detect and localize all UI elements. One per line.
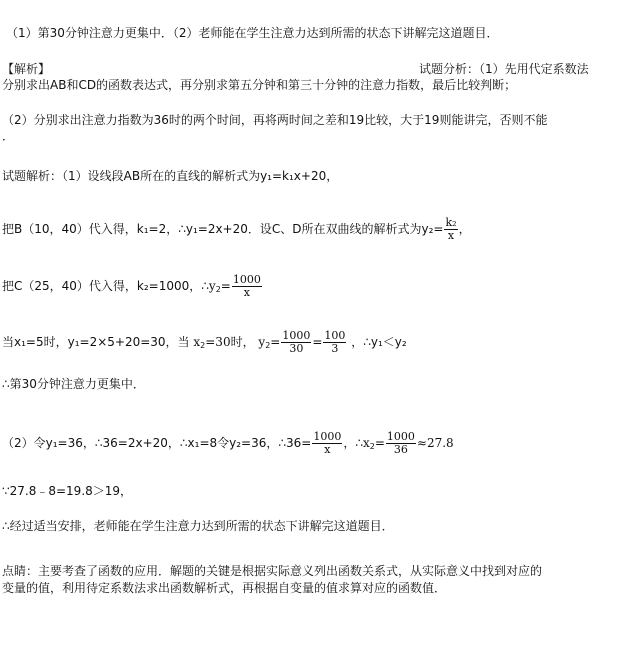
solution-text-7: ∵27.8﹣8=19.8＞19，: [2, 484, 133, 498]
solution-line-6: [2, 431, 454, 456]
variable-x: x: [362, 436, 370, 450]
analysis-heading-line: [2, 61, 628, 77]
fraction-denominator: 3: [331, 342, 339, 355]
subscript: 2: [215, 285, 221, 294]
solution-text-4a: 当x₁=5时，y₁=2×5+20=30，当: [2, 335, 190, 349]
fraction-numerator: k₂: [445, 216, 457, 229]
subscript: 2: [369, 442, 375, 451]
subscript: 2: [265, 341, 271, 350]
solution-text-1: 试题解析：（1）设线段AB所在的直线的解析式为y₁=k₁x+20，: [2, 169, 339, 183]
fraction-denominator: 30: [289, 342, 304, 355]
fraction-numerator: 1000: [232, 273, 261, 286]
analysis-text-1: 分别求出AB和CD的函数表达式，再分别求第五分钟和第三十分钟的注意力指数，最后比较判断；: [2, 78, 517, 92]
therefore-text: ，∴: [343, 436, 363, 450]
note-text-2: 变量的值，利用待定系数法求出函数解析式，再根据自变量的值求算对应的函数值．: [2, 581, 447, 595]
fraction-numerator: 1000: [313, 430, 342, 443]
solution-line-2: [2, 217, 471, 242]
variable-x: x: [193, 335, 201, 349]
analysis-intro: 试题分析：（1）先用代定系数法: [419, 62, 589, 76]
fraction-k2-over-x: [444, 217, 457, 242]
solution-text-3a: 把C（25，40）代入得，k₂=1000，∴: [2, 279, 209, 293]
variable-y: y: [258, 335, 266, 349]
fraction-denominator: x: [324, 443, 331, 456]
analysis-line-2: [2, 112, 547, 128]
answer-line: [6, 25, 499, 41]
equals-30: =30时，: [205, 335, 255, 349]
fraction-1000-over-x: [312, 431, 342, 456]
solution-line-3: [2, 274, 263, 299]
analysis-line-1: [2, 77, 516, 93]
equals-sign: =: [312, 335, 323, 349]
solution-text-2a: 把B（10，40）代入得，k₁=2，∴y₁=2x+20．设C、D所在双曲线的解析式为y₂=: [2, 222, 444, 236]
answer-text: （1）第30分钟注意力更集中．（2）老师能在学生注意力达到所需的状态下讲解完这道题目．: [6, 26, 499, 40]
equals-sign: =: [220, 279, 231, 293]
note-text-1: 点睛：主要考查了函数的应用．解题的关键是根据实际意义列出函数关系式，从实际意义中找到对应的: [2, 564, 543, 578]
fraction-numerator: 100: [324, 329, 346, 342]
equals-sign: =: [374, 436, 385, 450]
fraction-denominator: x: [447, 229, 455, 242]
solution-line-4: [2, 330, 407, 355]
fraction-numerator: 1000: [386, 430, 415, 443]
variable-y: y: [208, 279, 216, 293]
approx-value: ≈27.8: [416, 436, 454, 450]
fraction-1000-over-30: [281, 330, 311, 355]
solution-text-6a: （2）令y₁=36，∴36=2x+20，∴x₁=8令y₂=36，∴36=: [2, 436, 312, 450]
analysis-text-2: （2）分别求出注意力指数为36时的两个时间，再将两时间之差和19比较，大于19则能讲完，否则不能: [2, 113, 548, 127]
fraction-denominator: x: [243, 286, 250, 299]
solution-text-5: ∴第30分钟注意力更集中．: [2, 377, 145, 391]
solution-text-4b: ，∴y₁＜y₂: [351, 335, 407, 349]
solution-line-8: [2, 518, 394, 534]
analysis-heading: 【解析】: [2, 62, 51, 76]
analysis-text-3: ．: [2, 129, 15, 143]
equals-sign: =: [270, 335, 281, 349]
note-line-2: [2, 580, 446, 596]
fraction-denominator: 36: [393, 443, 408, 456]
note-line-1: [2, 563, 542, 579]
solution-text-8: ∴经过适当安排，老师能在学生注意力达到所需的状态下讲解完这道题目．: [2, 519, 394, 533]
solution-text-2b: ，: [458, 222, 471, 236]
subscript: 2: [200, 341, 206, 350]
fraction-1000-over-x: [232, 274, 262, 299]
fraction-1000-over-36: [386, 431, 416, 456]
analysis-line-3: [2, 128, 14, 144]
fraction-100-over-3: [323, 330, 346, 355]
solution-line-5: [2, 376, 145, 392]
solution-line-1: [2, 168, 338, 184]
solution-line-7: [2, 483, 132, 499]
fraction-numerator: 1000: [282, 329, 311, 342]
